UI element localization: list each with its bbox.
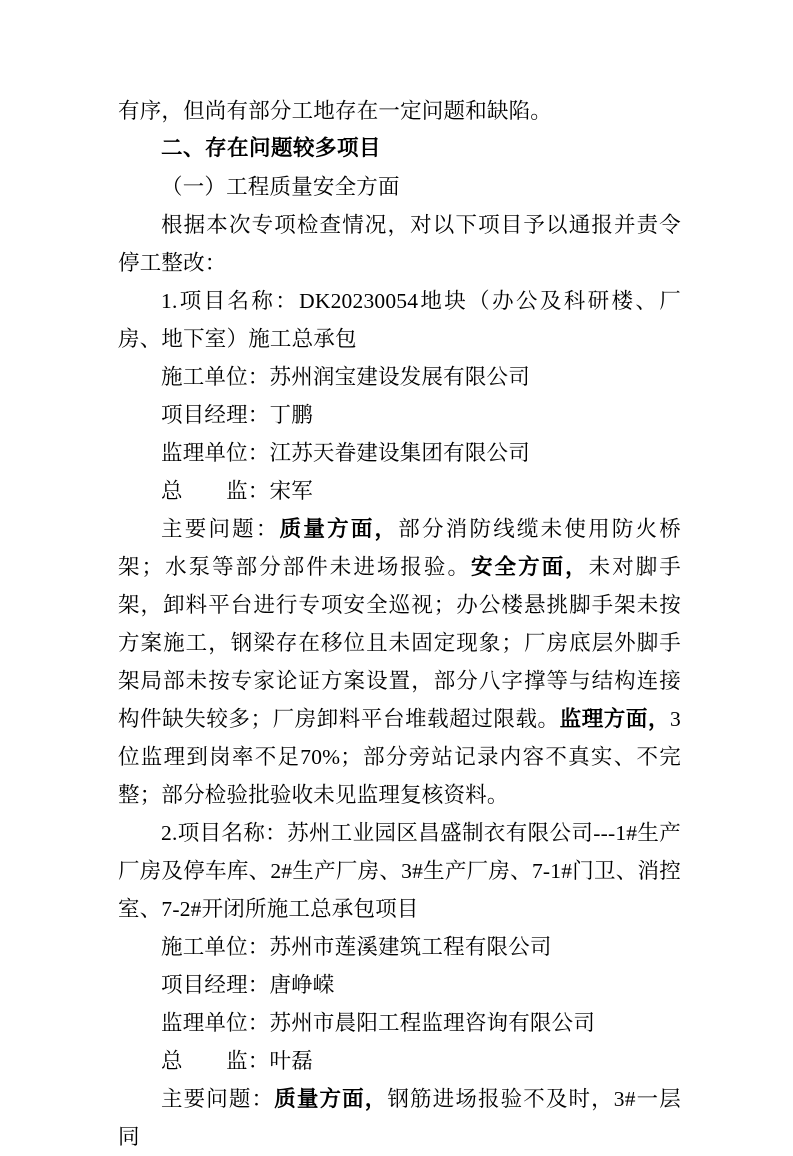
project-name-label: 1.项目名称：	[161, 289, 300, 313]
issues-paragraph	[118, 510, 681, 814]
issues-label: 主要问题：	[161, 1087, 275, 1111]
project-name-line	[118, 282, 681, 358]
field-line	[118, 434, 681, 472]
field-label: 项目经理：	[161, 403, 270, 427]
issues-paragraph	[118, 1080, 681, 1156]
document-body	[118, 92, 681, 1156]
field-line	[118, 1004, 681, 1042]
field-value: 苏州市莲溪建筑工程有限公司	[269, 935, 552, 959]
issues-segment: 未对脚手架，卸料平台进行专项安全巡视；办公楼悬挑脚手架未按方案施工，钢梁存在移位且未固定现象；厂房底层外脚手架局部未按专家论证方案设置，部分八字撑等与结构连接构件缺失较多；厂房卸料平台堆载超过限载。	[118, 555, 681, 731]
field-label: 监理单位：	[161, 441, 270, 465]
issues-segment: 钢筋进场报验不及时，3#一层同	[118, 1087, 681, 1149]
issues-segment: 安全方面，	[471, 555, 589, 579]
field-line	[118, 472, 681, 510]
issues-segment: 质量方面，	[274, 1087, 388, 1111]
field-label: 项目经理：	[161, 973, 270, 997]
field-line	[118, 966, 681, 1004]
issues-label: 主要问题：	[161, 517, 280, 541]
field-line	[118, 396, 681, 434]
field-label: 监理单位：	[161, 1011, 270, 1035]
section-heading: 二、存在问题较多项目	[161, 136, 382, 161]
field-value: 宋军	[269, 479, 313, 503]
field-line	[118, 1042, 681, 1080]
project-name-value: 苏州工业园区昌盛制衣有限公司---1#生产厂房及停车库、2#生产厂房、3#生产厂房、7-1#门卫、消控室、7-2#开闭所施工总承包项目	[118, 821, 681, 921]
project-name-label: 2.项目名称：	[161, 821, 288, 845]
field-label: 总 监：	[161, 479, 270, 503]
field-label: 总 监：	[161, 1049, 270, 1073]
paragraph-carryover: 有序，但尚有部分工地存在一定问题和缺陷。	[118, 99, 553, 123]
issues-segment: 质量方面，	[279, 517, 399, 541]
field-value: 唐峥嵘	[269, 973, 335, 997]
paragraph-intro: 根据本次专项检查情况，对以下项目予以通报并责令停工整改：	[118, 213, 681, 275]
subsection-heading: （一）工程质量安全方面	[161, 175, 400, 199]
field-line	[118, 928, 681, 966]
field-label: 施工单位：	[161, 365, 270, 389]
field-value: 叶磊	[269, 1049, 313, 1073]
field-line	[118, 358, 681, 396]
field-value: 丁鹏	[269, 403, 313, 427]
issues-segment: 部分消防线缆未使用防火桥架；水泵等部分部件未进场报验。	[118, 517, 681, 579]
project-name-line	[118, 814, 681, 928]
field-value: 苏州润宝建设发展有限公司	[269, 365, 530, 389]
field-label: 施工单位：	[161, 935, 270, 959]
field-value: 江苏天眷建设集团有限公司	[269, 441, 530, 465]
field-value: 苏州市晨阳工程监理咨询有限公司	[269, 1011, 596, 1035]
issues-segment: 监理方面，	[559, 707, 671, 731]
issues-segment: 3位监理到岗率不足70%；部分旁站记录内容不真实、不完整；部分检验批验收未见监理复核资料。	[118, 707, 681, 807]
project-name-value: DK20230054地块（办公及科研楼、厂房、地下室）施工总承包	[118, 289, 681, 351]
